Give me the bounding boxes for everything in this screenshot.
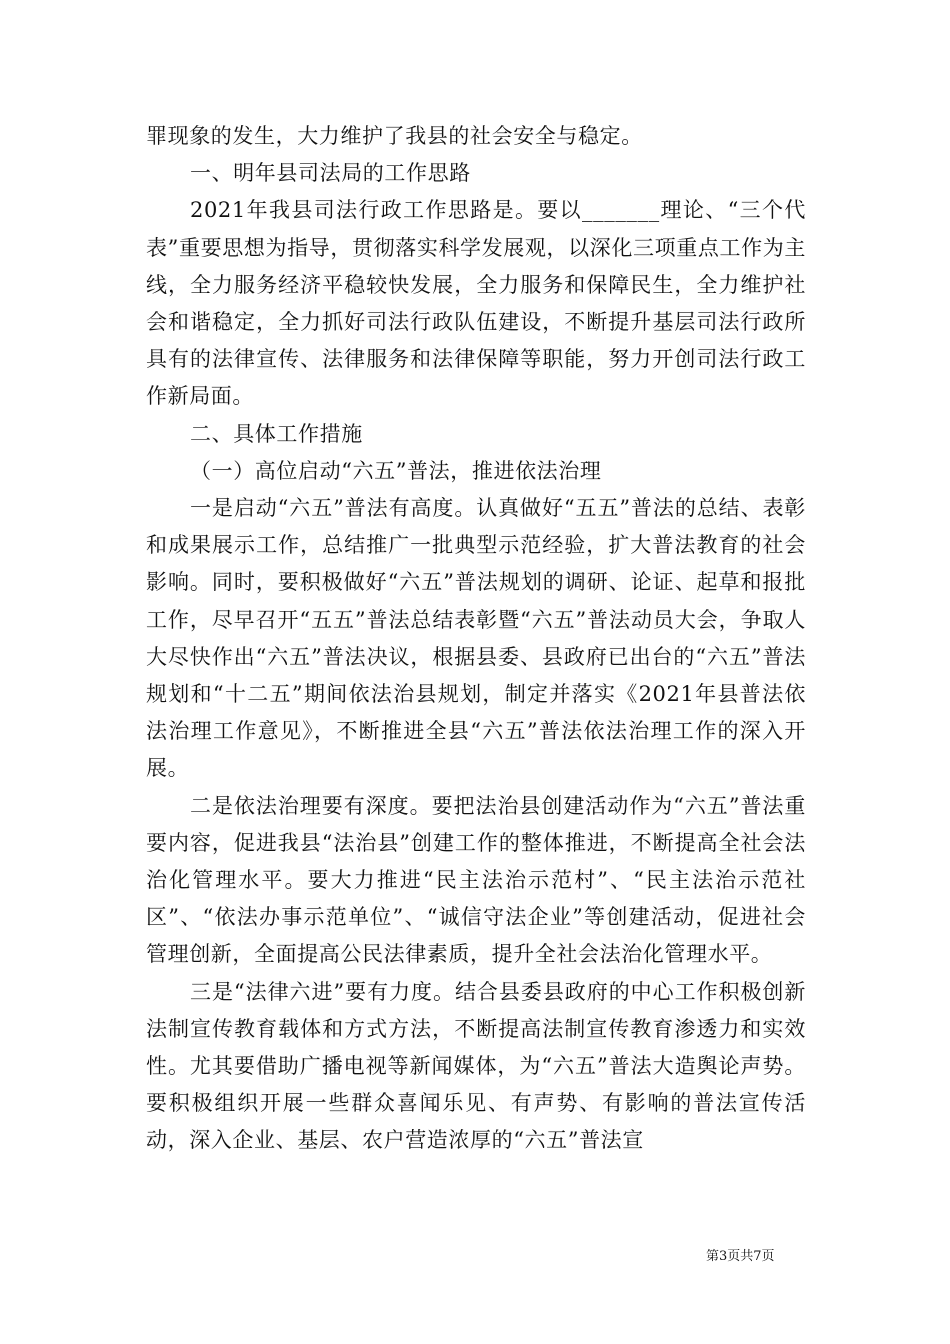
document-page xyxy=(146,118,806,1160)
paragraph-work-approach: 2021年我县司法行政工作思路是。要以_______理论、“三个代表”重要思想为指导，贯彻落实科学发展观，以深化三项重点工作为主线，全力服务经济平稳较快发展，全力服务和保障民生，全力维护社会和谐稳定，全力抓好司法行政队伍建设，不断提升基层司法行政所具有的法律宣传、法律服务和法律保障等职能，努力开创司法行政工作新局面。 xyxy=(146,198,806,409)
paragraph-continuation: 罪现象的发生，大力维护了我县的社会安全与稳定。 xyxy=(146,124,643,148)
section-heading-measures: 二、具体工作措施 xyxy=(190,421,363,446)
page-number-footer: 第3页共7页 xyxy=(706,1249,775,1264)
paragraph-measure-three: 三是“法律六进”要有力度。结合县委县政府的中心工作积极创新法制宣传教育载体和方式方法，不断提高法制宣传教育渗透力和实效性。尤其要借助广播电视等新闻媒体，为“六五”普法大造舆论声势。要积极组织开展一些群众喜闻乐见、有声势、有影响的普法宣传活动，深入企业、基层、农户营造浓厚的“六五”普法宣 xyxy=(146,979,806,1153)
subsection-heading-legal-education: （一）高位启动“六五”普法，推进依法治理 xyxy=(190,458,602,483)
paragraph-measure-two: 二是依法治理要有深度。要把法治县创建活动作为“六五”普法重要内容，促进我县“法治县”创建工作的整体推进，不断提高全社会法治化管理水平。要大力推进“民主法治示范村”、“民主法治示范社区”、“依法办事示范单位”、“诚信守法企业”等创建活动，促进社会管理创新，全面提高公民法律素质，提升全社会法治化管理水平。 xyxy=(146,793,806,967)
section-heading-work-approach: 一、明年县司法局的工作思路 xyxy=(190,161,471,186)
paragraph-measure-one: 一是启动“六五”普法有高度。认真做好“五五”普法的总结、表彰和成果展示工作，总结推广一批典型示范经验，扩大普法教育的社会影响。同时，要积极做好“六五”普法规划的调研、论证、起草和报批工作，尽早召开“五五”普法总结表彰暨“六五”普法动员大会，争取人大尽快作出“六五”普法决议，根据县委、县政府已出台的“六五”普法规划和“十二五”期间依法治县规划，制定并落实《2021年县普法依法治理工作意见》，不断推进全县“六五”普法依法治理工作的深入开展。 xyxy=(146,496,806,781)
